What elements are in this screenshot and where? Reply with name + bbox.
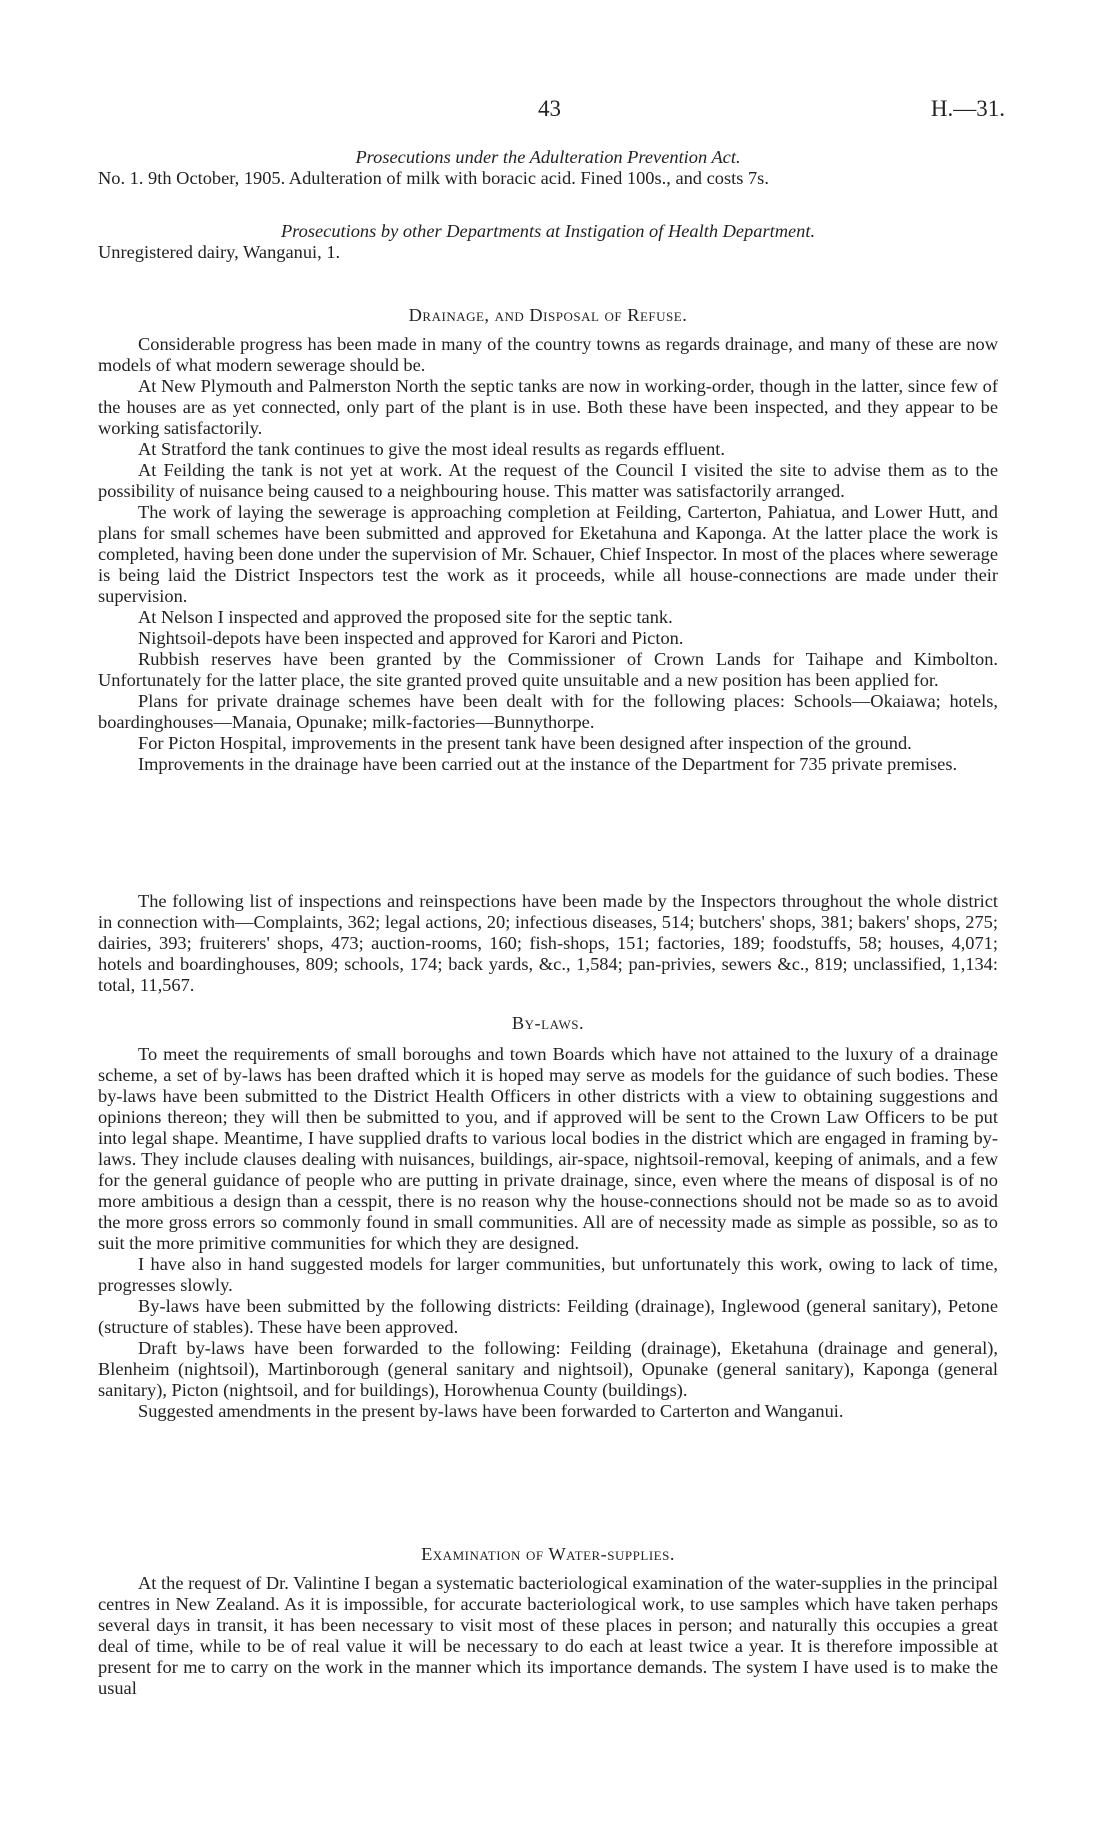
other-departments-section xyxy=(98,221,998,263)
adulteration-entry: No. 1. 9th October, 1905. Adulteration of milk with boracic acid. Fined 100s., and costs 7s. xyxy=(98,168,769,188)
drainage-paragraph: Considerable progress has been made in many of the country towns as regards drainage, and many of these are now models of what modern sewerage should be. xyxy=(98,334,998,375)
other-departments-title: Prosecutions by other Departments at Instigation of Health Department. xyxy=(280,221,816,241)
bylaws-paragraph: Suggested amendments in the present by-laws have been forwarded to Carterton and Wanganui. xyxy=(138,1401,844,1421)
drainage-heading: Drainage, and Disposal of Refuse. xyxy=(408,305,688,325)
water-heading: Examination of Water-supplies. xyxy=(421,1544,675,1564)
drainage-paragraph: Nightsoil-depots have been inspected and approved for Karori and Picton. xyxy=(138,628,684,648)
drainage-paragraph: Plans for private drainage schemes have been dealt with for the following places: Schools—Okaiawa; hotels, boardinghouses—Manaia, Opunake; milk-factories—Bunnythorpe. xyxy=(98,691,998,732)
document-reference: H.—31. xyxy=(930,96,1005,121)
drainage-paragraph: Improvements in the drainage have been carried out at the instance of the Department for 735 private premises. xyxy=(138,754,958,774)
drainage-paragraph: At Feilding the tank is not yet at work. At the request of the Council I visited the site to advise them as to the possibility of nuisance being caused to a neighbouring house. This matter was satisfactorily arranged. xyxy=(98,460,998,501)
drainage-paragraph: At Stratford the tank continues to give the most ideal results as regards effluent. xyxy=(138,439,725,459)
water-paragraph: At the request of Dr. Valintine I began a systematic bacteriological examination of the water-supplies in the principal centres in New Zealand. As it is impossible, for accurate bacteriological work, to use samples which have taken perhaps several days in transit, it has been necessary to visit most of these places in person; and naturally this occupies a great deal of time, while to be of real value it will be necessary to do each at least twice a year. It is therefore impossible at present for me to carry on the work in the manner which its importance demands. The system I have used is to make the usual xyxy=(98,1573,998,1698)
other-departments-entry: Unregistered dairy, Wanganui, 1. xyxy=(98,242,341,262)
inspections-paragraph: The following list of inspections and reinspections have been made by the Inspectors throughout the whole district in connection with—Complaints, 362; legal actions, 20; infectious diseases, 514; butchers' shops, 381; bakers' shops, 275; dairies, 393; fruiterers' shops, 473; auction-rooms, 160; fish-shops, 151; factories, 189; foodstuffs, 58; houses, 4,071; hotels and boardinghouses, 809; schools, 174; back yards, &c., 1,584; pan-privies, sewers &c., 819; unclassified, 1,134: total, 11,567. xyxy=(98,891,998,995)
bylaws-section xyxy=(98,1013,998,1422)
drainage-paragraph: At Nelson I inspected and approved the proposed site for the septic tank. xyxy=(138,607,673,627)
bylaws-paragraph: Draft by-laws have been forwarded to the following: Feilding (drainage), Eketahuna (drainage and general), Blenheim (nightsoil), Martinborough (general sanitary and nightsoil), Opunake (general sanitary), Kaponga (general sanitary), Picton (nightsoil, and for buildings), Horowhenua County (buildings). xyxy=(98,1338,998,1400)
inspections-section xyxy=(98,891,998,996)
drainage-paragraph: Rubbish reserves have been granted by the Commissioner of Crown Lands for Taihape and Kimbolton. Unfortunately for the latter place, the site granted proved quite unsuitable and a new position has been applied for. xyxy=(98,649,998,690)
water-section xyxy=(98,1544,998,1699)
adulteration-section xyxy=(98,147,998,189)
page-number: 43 xyxy=(538,96,561,121)
adulteration-title: Prosecutions under the Adulteration Prevention Act. xyxy=(355,147,741,167)
drainage-paragraph: The work of laying the sewerage is approaching completion at Feilding, Carterton, Pahiatua, and Lower Hutt, and plans for small schemes have been submitted and approved for Eketahuna and Kaponga. At the latter place the work is completed, having been done under the supervision of Mr. Schauer, Chief Inspector. In most of the places where sewerage is being laid the District Inspectors test the work as it proceeds, while all house-connections are made under their supervision. xyxy=(98,502,998,606)
bylaws-paragraph: I have also in hand suggested models for larger communities, but unfortunately this work, owing to lack of time, progresses slowly. xyxy=(98,1254,998,1295)
bylaws-heading: By-laws. xyxy=(511,1013,585,1033)
drainage-paragraph: For Picton Hospital, improvements in the present tank have been designed after inspection of the ground. xyxy=(138,733,912,753)
drainage-section xyxy=(98,305,998,775)
drainage-paragraph: At New Plymouth and Palmerston North the septic tanks are now in working-order, though in the latter, since few of the houses are as yet connected, only part of the plant is in use. Both these have been inspected, and they appear to be working satisfactorily. xyxy=(98,376,998,438)
bylaws-paragraph: By-laws have been submitted by the following districts: Feilding (drainage), Inglewood (general sanitary), Petone (structure of stables). These have been approved. xyxy=(98,1296,998,1337)
bylaws-paragraph: To meet the requirements of small boroughs and town Boards which have not attained to the luxury of a drainage scheme, a set of by-laws has been drafted which it is hoped may serve as models for the guidance of such bodies. These by-laws have been submitted to the District Health Officers in other districts with a view to obtaining suggestions and opinions thereon; they will then be submitted to you, and if approved will be sent to the Crown Law Officers to be put into legal shape. Meantime, I have supplied drafts to various local bodies in the district which are engaged in framing by-laws. They include clauses dealing with nuisances, buildings, air-space, nightsoil-removal, keeping of animals, and a few for the general guidance of people who are putting in private drainage, since, even where the means of disposal is of no more ambitious a design than a cesspit, there is no reason why the house-connections should not be made so as to avoid the more gross errors so commonly found in small communities. All are of necessity made as simple as possible, so as to suit the more primitive communities for which they are designed. xyxy=(98,1044,998,1253)
